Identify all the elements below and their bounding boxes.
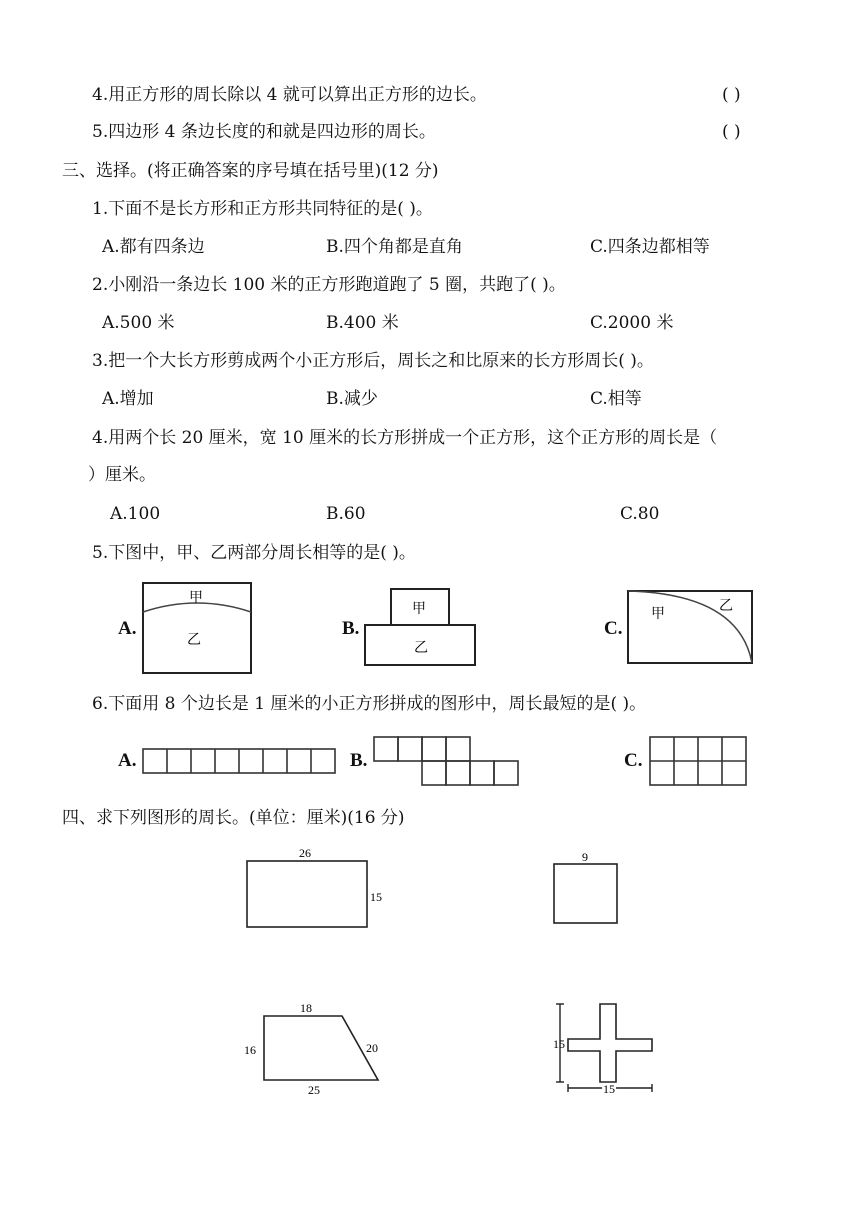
cross-width-length: 15 xyxy=(603,1082,615,1096)
q5-b-jia: 甲 xyxy=(412,602,426,617)
q5-c-jia: 甲 xyxy=(651,607,665,622)
q6-figure-b[interactable] xyxy=(373,736,521,786)
q6-figure-a-label[interactable]: A. xyxy=(118,750,137,771)
choice-question-6: 6.下面用 8 个边长是 1 厘米的小正方形拼成的图形中，周长最短的是( )。 xyxy=(92,694,647,714)
q5-a-yi: 乙 xyxy=(187,633,201,648)
trapezoid-figure xyxy=(242,1002,392,1096)
cross-figure xyxy=(548,1002,658,1098)
q5-figure-b-label[interactable]: B. xyxy=(342,618,360,639)
choice-question-5: 5.下图中，甲、乙两部分周长相等的是( )。 xyxy=(92,543,416,563)
rect-top-length: 26 xyxy=(299,846,311,860)
choice-question-4: 4.用两个长 20 厘米，宽 10 厘米的长方形拼成一个正方形，这个正方形的周长是（ xyxy=(92,428,718,448)
choice-question-2: 2.小刚沿一条边长 100 米的正方形跑道跑了 5 圈，共跑了( )。 xyxy=(92,275,566,295)
q6-figure-b-label[interactable]: B. xyxy=(350,750,368,771)
trapezoid-right-length: 20 xyxy=(366,1041,378,1055)
q1-option-b[interactable]: B.四个角都是直角 xyxy=(326,237,463,257)
q6-figure-a[interactable] xyxy=(142,748,337,774)
trapezoid-bottom-length: 25 xyxy=(308,1083,320,1097)
q2-option-b[interactable]: B.400 米 xyxy=(326,313,399,333)
judge-question-5: 5.四边形 4 条边长度的和就是四边形的周长。 xyxy=(92,122,436,142)
choice-question-3: 3.把一个大长方形剪成两个小正方形后，周长之和比原来的长方形周长( )。 xyxy=(92,351,654,371)
q5-figure-a[interactable] xyxy=(142,582,252,674)
trapezoid-top-length: 18 xyxy=(300,1001,312,1015)
q5-c-yi: 乙 xyxy=(719,599,733,614)
q5-a-jia: 甲 xyxy=(189,591,203,606)
q5-figure-a-label[interactable]: A. xyxy=(118,618,137,639)
q3-option-b[interactable]: B.减少 xyxy=(326,389,378,409)
section-3-heading: 三、选择。(将正确答案的序号填在括号里)(12 分) xyxy=(62,161,439,181)
q4-option-b[interactable]: B.60 xyxy=(326,504,366,524)
square-side-length: 9 xyxy=(582,850,588,864)
choice-question-4-cont: ）厘米。 xyxy=(88,465,156,485)
q3-option-c[interactable]: C.相等 xyxy=(590,389,642,409)
answer-paren-5[interactable]: ( ) xyxy=(722,122,741,142)
square-figure xyxy=(553,851,623,925)
q1-option-c[interactable]: C.四条边都相等 xyxy=(590,237,710,257)
trapezoid-left-length: 16 xyxy=(244,1043,256,1057)
q5-figure-c-label[interactable]: C. xyxy=(604,618,623,639)
q5-figure-c[interactable] xyxy=(627,590,753,664)
q6-figure-c-label[interactable]: C. xyxy=(624,750,643,771)
q1-option-a[interactable]: A.都有四条边 xyxy=(102,237,205,257)
q4-option-a[interactable]: A.100 xyxy=(110,504,161,524)
q2-option-c[interactable]: C.2000 米 xyxy=(590,313,674,333)
section-4-heading: 四、求下列图形的周长。(单位：厘米)(16 分) xyxy=(62,808,405,828)
rectangle-figure xyxy=(246,845,396,929)
q5-figure-b[interactable] xyxy=(364,588,476,668)
cross-height-length: 15 xyxy=(553,1037,565,1051)
rect-right-length: 15 xyxy=(370,890,382,904)
q3-option-a[interactable]: A.增加 xyxy=(102,389,154,409)
q4-option-c[interactable]: C.80 xyxy=(620,504,660,524)
choice-question-1: 1.下面不是长方形和正方形共同特征的是( )。 xyxy=(92,199,433,219)
q6-figure-c[interactable] xyxy=(649,736,747,786)
q5-b-yi: 乙 xyxy=(414,641,428,656)
q2-option-a[interactable]: A.500 米 xyxy=(102,313,175,333)
judge-question-4: 4.用正方形的周长除以 4 就可以算出正方形的边长。 xyxy=(92,85,487,105)
answer-paren-4[interactable]: ( ) xyxy=(722,85,741,105)
